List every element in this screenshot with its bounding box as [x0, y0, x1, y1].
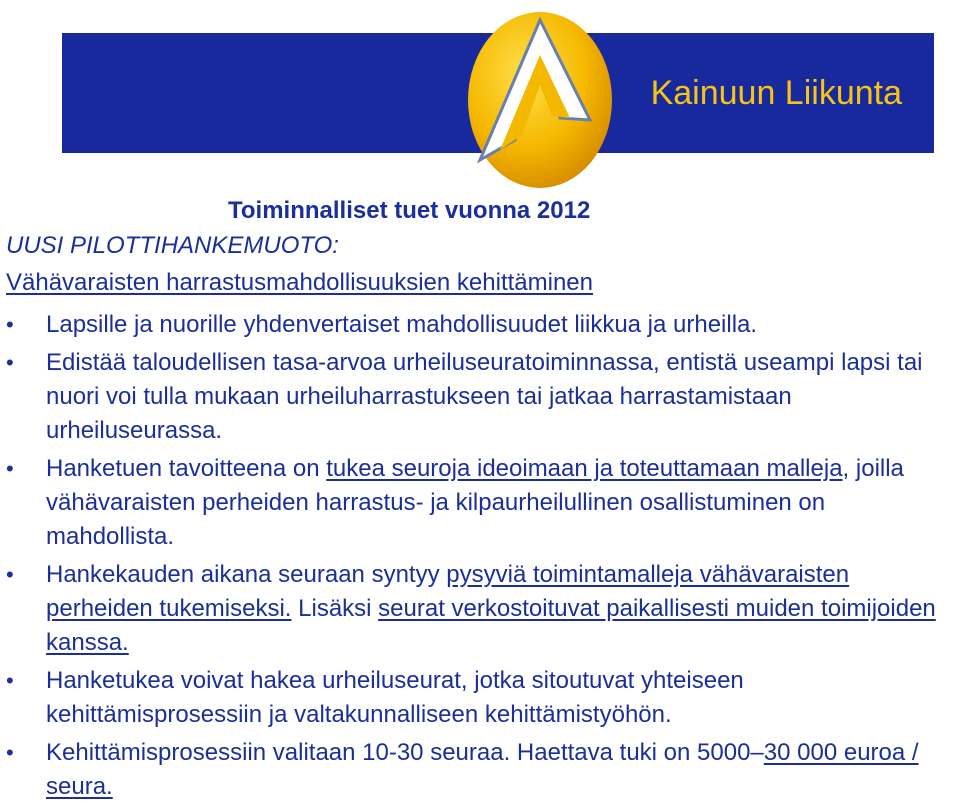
bullet-list: [0, 308, 960, 804]
section-heading: Vähävaraisten harrastusmahdollisuuksien kehittäminen: [6, 269, 593, 296]
bullet-icon: •: [6, 456, 14, 481]
bullet-icon: •: [6, 740, 14, 765]
bullet-item: [0, 736, 960, 804]
bullet-icon: •: [6, 562, 14, 587]
bullet-text: –: [750, 739, 764, 766]
bullet-text: Hankekauden aikana seuraan syntyy: [46, 561, 447, 588]
bullet-text: Kehittämisprosessiin valitaan 10-30 seuraa. Haettava tuki on 5000: [46, 739, 751, 766]
bullet-text: Hanketukea voivat hakea urheiluseurat, jotka sitoutuvat yhteiseen kehittämisprosessiin ja valtakunnalliseen kehittämistyöhön.: [46, 667, 744, 728]
bullet-text-underlined: tukea seuroja ideoimaan ja toteuttamaan malleja: [326, 455, 843, 482]
page-title: Toiminnalliset tuet vuonna 2012: [228, 197, 591, 224]
bullet-text: Hanketuen tavoitteena on: [46, 455, 327, 482]
bullet-text: Lisäksi: [291, 595, 379, 622]
bullet-text: Lapsille ja nuorille yhdenvertaiset mahdollisuudet liikkua ja urheilla.: [46, 311, 758, 338]
bullet-text-underlined: seurat verkostoituvat paikallisesti muiden toimijoiden kanssa.: [46, 595, 936, 656]
bullet-icon: •: [6, 312, 14, 337]
bullet-item: [0, 558, 960, 660]
bullet-icon: •: [6, 668, 14, 693]
kainuun-liikunta-logo-icon: [440, 0, 640, 200]
bullet-icon: •: [6, 350, 14, 375]
bullet-item: [0, 346, 960, 448]
subtitle: UUSI PILOTTIHANKEMUOTO:: [6, 232, 339, 259]
bullet-item: [0, 452, 960, 554]
bullet-text: , joilla vähävaraisten perheiden harrastus- ja kilpaurheilullinen osallistuminen on mahdollista.: [46, 455, 904, 550]
bullet-text: Edistää taloudellisen tasa-arvoa urheiluseuratoiminnassa, entistä useampi lapsi tai nuori voi tulla mukaan urheiluharrastukseen tai jatkaa harrastamistaan urheiluseurassa.: [46, 349, 923, 444]
bullet-item: [0, 664, 960, 732]
bullet-item: [0, 308, 960, 342]
bullet-text-underlined: pysyviä toimintamalleja vähävaraisten perheiden tukemiseksi.: [46, 561, 850, 622]
bullet-text-underlined: 30 000 euroa / seura.: [46, 739, 919, 800]
brand-name: Kainuun Liikunta: [650, 74, 902, 112]
